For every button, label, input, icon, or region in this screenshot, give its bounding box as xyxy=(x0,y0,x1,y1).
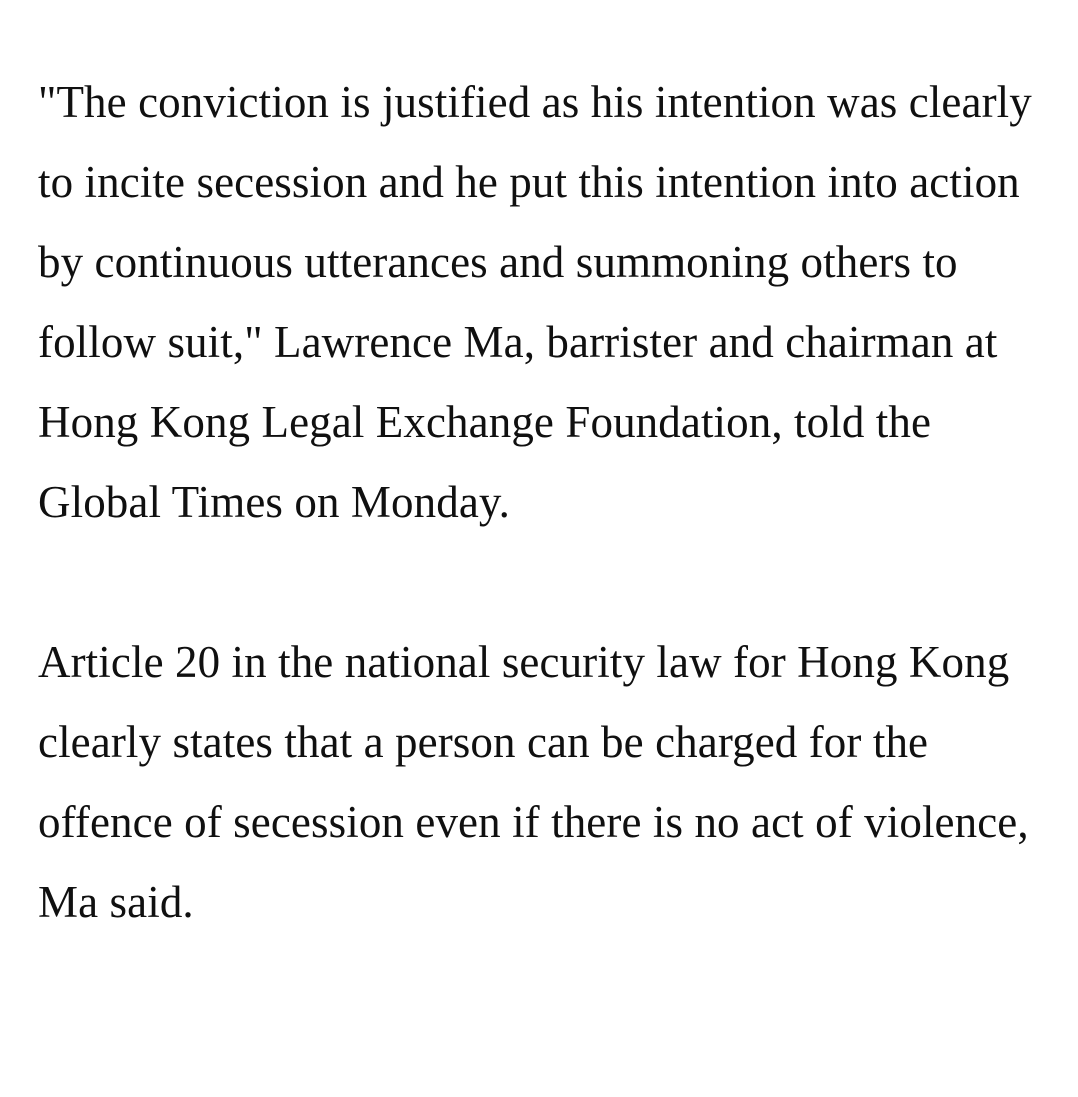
quote-paragraph: "The conviction is justified as his intention was clearly to incite secession and he put this intention into action by continuous utterances and summoning others to follow suit," Lawrence Ma, barrister and chairman at Hong Kong Legal Exchange Foundation, told the Global Times on Monday. xyxy=(38,77,1032,527)
article20-paragraph: Article 20 in the national security law for Hong Kong clearly states that a person can be charged for the offence of secession even if there is no act of violence, Ma said. xyxy=(38,637,1029,927)
